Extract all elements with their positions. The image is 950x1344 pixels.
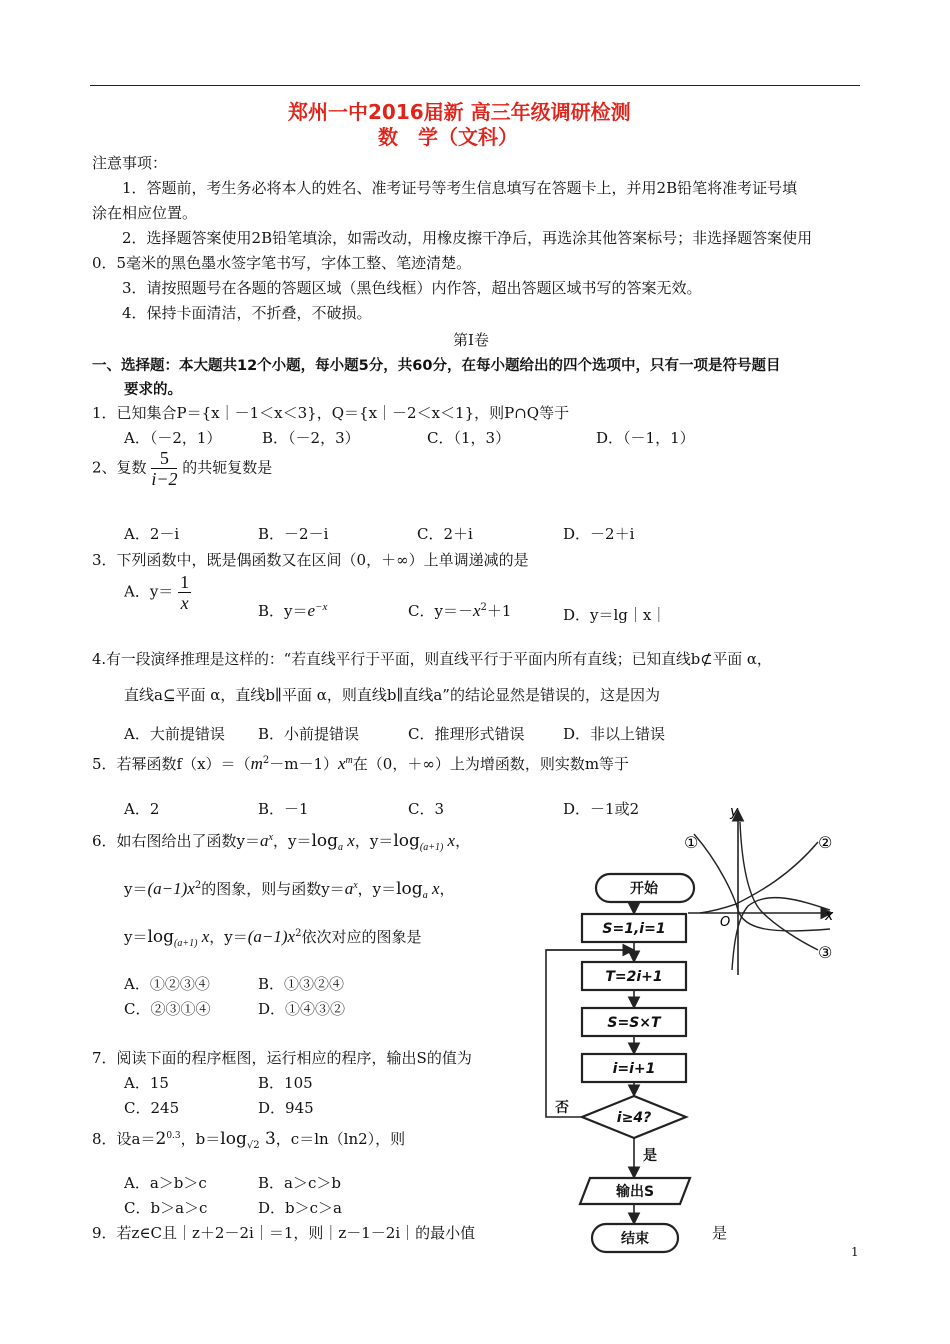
q6-option-a: A．①②③④ [124,975,210,993]
top-rule [90,85,860,86]
q8-option-d: D．b＞c＞a [258,1199,342,1217]
section-heading-cont: 要求的。 [124,382,182,398]
q2-option-c: C．2＋i [417,525,473,543]
question-6-line2: $y=(a-1)x^2$的图象，则与函数$y=a^x$，$y=\log_a$ x， [124,879,455,901]
q5-option-c: C．3 [408,800,445,818]
q8-option-c: C．b＞a＞c [124,1199,208,1217]
q6-option-c: C．②③①④ [124,1000,211,1018]
flow-yes-label: 是 [643,1148,657,1164]
q5-option-a: A．2 [124,800,160,818]
question-7: 7．阅读下面的程序框图，运行相应的程序，输出S的值为 [92,1049,472,1067]
flow-start-label: 开始 [630,881,658,897]
q7-option-b: B．105 [258,1074,313,1092]
page-subtitle: 数 学（文科） [378,125,518,149]
question-1: 1．已知集合P＝{x｜－1＜x＜3}，Q＝{x｜－2＜x＜1}，则P∩Q等于 [92,404,570,422]
notice-heading: 注意事项： [92,154,168,172]
q2-fraction: $\frac{5}{i-2}$ [151,448,178,489]
q7-option-c: C．245 [124,1099,180,1117]
q8-option-b: B．a＞c＞b [258,1174,341,1192]
notice-item: 涂在相应位置。 [92,204,198,222]
flow-init-label: S=1,i=1 [602,921,666,937]
origin-label: O [720,915,731,930]
notice-item: 2．选择题答案使用2B铅笔填涂，如需改动，用橡皮擦干净后，再选涂其他答案标号；非选择题答案使用 [122,229,813,247]
question-6-line3: $y=\log_{(a+1)}$ x，$y=(a-1)x^2$依次对应的图象是 [124,927,422,949]
flow-condition-label: i≥4? [616,1110,652,1126]
q1-option-a: A．（－2，1） [124,429,222,447]
q7-option-d: D．945 [258,1099,314,1117]
q1-option-d: D．（－1，1） [596,429,695,447]
q2-option-d: D．－2＋i [563,525,635,543]
question-4: 4.有一段演绎推理是这样的：“若直线平行于平面，则直线平行于平面内所有直线；已知直线b⊄平面 α， [92,651,772,668]
question-2: 2、复数 $\frac{5}{i-2}$ 的共轭复数是 [92,448,273,489]
volume-label: 第Ⅰ卷 [453,331,489,349]
notice-item: 3．请按照题号在各题的答题区域（黑色线框）内作答，超出答题区域书写的答案无效。 [122,279,702,297]
q5-option-d: D．－1或2 [563,800,640,818]
q1-option-b: B．（－2，3） [262,429,360,447]
flow-step-t-label: T=2i+1 [605,969,663,985]
q3-option-b: B．$y=e^{-x}$ [258,601,328,620]
q4-option-a: A．大前提错误 [124,725,225,743]
flow-step-i-label: i=i+1 [612,1061,656,1077]
curve-label-1: ① [684,833,699,852]
q3-option-a: A．y＝ $\frac{1}{x}$ [124,572,190,613]
question-4-cont: 直线a⊆平面 α，直线b∥平面 α，则直线b∥直线a”的结论显然是错误的，这是因为 [124,686,660,704]
q4-option-d: D．非以上错误 [563,725,666,743]
page-number: 1 [851,1245,859,1259]
flow-step-s-label: S=S×T [607,1015,661,1031]
curve-label-2: ② [818,833,833,852]
q3-option-d: D．y＝lg｜x｜ [563,606,667,624]
axis-y-label: y [730,804,739,820]
flowchart [540,868,720,1260]
question-9-tail: 是 [712,1224,728,1242]
question-3: 3．下列函数中，既是偶函数又在区间（0，＋∞）上单调递减的是 [92,551,529,569]
q7-option-a: A．15 [124,1074,169,1092]
q6-option-d: D．①④③② [258,1000,346,1018]
curve-4 [732,898,833,970]
q4-option-b: B．小前提错误 [258,725,360,743]
curve-label-3: ③ [818,943,833,962]
q2-option-a: A．2－i [124,525,180,543]
q6-option-b: B．①③②④ [258,975,345,993]
page-title: 郑州一中2016届新 高三年级调研检测 [288,100,631,124]
question-5: 5．若幂函数$f(x)=(m^2-m-1)x^m$在（0，＋∞）上为增函数，则实数m等于 [92,754,630,773]
q3-option-c: C．$y=-x^2+1$ [408,601,512,620]
flow-no-label: 否 [555,1100,569,1116]
question-6: 6．如右图给出了函数$y=a^x$，$y=\log_a$ x，$y=\log_{(a+1)}$ x， [92,831,471,853]
flow-output-label: 输出S [615,1184,655,1200]
notice-item: 4．保持卡面清洁，不折叠，不破损。 [122,304,372,322]
q1-option-c: C．（1，3） [427,429,511,447]
q2-option-b: B．－2－i [258,525,329,543]
q5-option-b: B．－1 [258,800,309,818]
question-8: 8．设$a=2^{0.3}$，$b=\log_{√2}$ 3，c＝ln（ln2），则 [92,1129,406,1151]
flow-end-label: 结束 [621,1231,649,1247]
section-heading: 一、选择题：本大题共12个小题，每小题5分，共60分，在每小题给出的四个选项中，只有一项是符号题目 [92,358,781,374]
q4-option-c: C．推理形式错误 [408,725,525,743]
notice-item: 0．5毫米的黑色墨水签字笔书写，字体工整、笔迹清楚。 [92,254,472,272]
notice-item: 1．答题前，考生务必将本人的姓名、准考证号等考生信息填写在答题卡上，并用2B铅笔将准考证号填 [122,179,798,197]
q8-option-a: A．a＞b＞c [124,1174,207,1192]
question-9: 9．若z∈C且｜z＋2－2i｜＝1，则｜z－1－2i｜的最小值 [92,1224,476,1242]
axis-x-label: x [825,908,834,924]
